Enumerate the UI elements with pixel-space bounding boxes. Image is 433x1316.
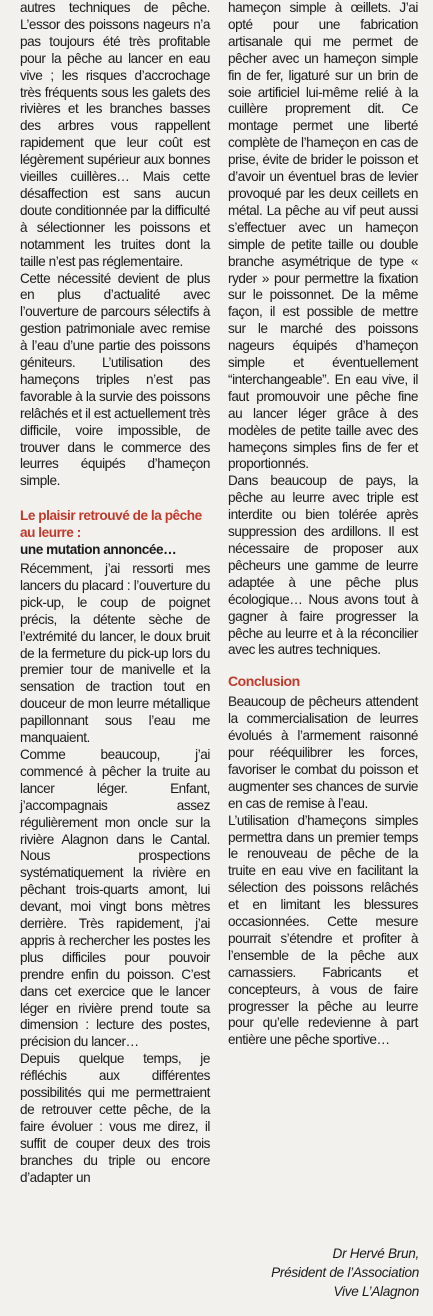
signature-org: Vive L’Alagnon [333, 1284, 419, 1299]
paragraph: Beaucoup de pêcheurs attendent la commercialisation de leurres évolués à l’armement raisonné pour rééquilibrer les forces, favoriser le combat du poisson et augmenter ses chances de survie en cas de remise à l’eau. [228, 694, 418, 811]
paragraph: Comme beaucoup, j’ai commencé à pêcher la truite au lancer léger. Enfant, j’accompagnais assez régulièrement mon oncle sur la rivière Alagnon dans le Cantal. Nous prospections systématiquement la rivière en pêchant trois-quarts amont, lui devant, moi vingt bons mètres derrière. Très rapidement, j’ai appris à rechercher les postes les plus difficiles pour pouvoir prendre enfin du poisson. C’est dans cet exercice que le lancer léger en rivière prend toute sa dimension : lecture des postes, précision du lancer… [20, 746, 210, 1050]
section-heading-red: Le plaisir retrouvé de la pêche au leurre : [20, 508, 202, 541]
paragraph: autres techniques de pêche. L’essor des poissons nageurs n’a pas toujours été très profitable pour la pêche au lancer en eau vive ; les risques d’accrochage très fréquents sous les galets des rivières et les branches basses des arbres vous rappellent rapidement que leur coût est légèrement supérieur aux bonnes vieilles cuillères… Mais cette désaffection est sans aucun doute conditionnée par la difficulté à sélectionner les poissons et notamment les truites dont la taille n’est pas réglementaire. [20, 0, 210, 269]
paragraph: Depuis quelque temps, je réfléchis aux différentes possibilités qui me permettraient de retrouver cette pêche, de la faire évoluer : vous me direz, il suffit de couper deux des trois branches du triple ou encore d’adapter un [20, 1051, 210, 1185]
signature [271, 1244, 419, 1301]
conclusion-heading: Conclusion [228, 673, 300, 690]
paragraph: hameçon simple à œillets. J’ai opté pour une fabrication artisanale qui me permet de pêcher avec un hameçon simple fin de fer, ligaturé sur un brin de soie artificiel lui-même relié à la cuillère proprement dit. Ce montage permet une liberté complète de l’hameçon en cas de prise, évite de brider le poisson et d’avoir un éventuel bras de levier provoqué par les deux ceillets en métal. La pêche au vif peut aussi s’effectuer avec un hameçon simple de petite taille ou double branche asymétrique de type « ryder » pour permettre la fixation sur le poissonnet. De la même façon, il est possible de mettre sur le marché des poissons nageurs équipés d’hameçon simple et éventuellement “interchangeable”. En eau vive, il faut promouvoir une pêche fine au lancer léger grâce à des modèles de petite taille avec des hameçons simples fins de fer et proportionnés. [228, 0, 418, 472]
paragraph: Récemment, j’ai ressorti mes lancers du placard : l’ouverture du pick-up, le coup de poignet précis, la détente sèche de l’extrémité du lancer, le doux bruit de la fermeture du pick-up lors du premier tour de manivelle et la sensation de traction tout en douceur de mon leurre métallique papillonnant sous l’eau me manquaient. [20, 561, 210, 746]
section-heading-dark: une mutation annoncée… [20, 542, 177, 558]
paragraph: Cette nécessité devient de plus en plus d’actualité avec l’ouverture de parcours sélectifs à gestion patrimoniale avec remise à l’eau d’une partie des poissons géniteurs. L’utilisation des hameçons triples n’est pas favorable à la survie des poissons relâchés et il est actuellement très difficile, voire impossible, de trouver dans le commerce des leurres équipés d’hameçon simple. [20, 270, 210, 489]
section-heading [20, 508, 210, 559]
signature-role: Président de l’Association [271, 1265, 419, 1280]
signature-name: Dr Hervé Brun, [332, 1246, 419, 1261]
left-column [20, 0, 210, 1187]
paragraph: Dans beaucoup de pays, la pêche au leurre avec triple est interdite ou bien tolérée après suppression des ardillons. Il est nécessaire de proposer aux pêcheurs une gamme de leurre adaptée à une pêche plus écologique… Nous avons tout à gagner à faire progresser la pêche au leurre et à la réconcilier avec les autres techniques. [228, 473, 418, 658]
paragraph: L’utilisation d’hameçons simples permettra dans un premier temps le renouveau de pêche de la truite en eau vive en facilitant la sélection des poissons relâchés et en limitant les blessures occasionnées. Cette mesure pourrait s’étendre et profiter à l’ensemble de la pêche aux carnassiers. Fabricants et concepteurs, à vous de faire progresser la pêche au leurre pour qu’elle redevienne à part entière une pêche sportive… [228, 812, 418, 1048]
right-column [228, 0, 418, 1049]
